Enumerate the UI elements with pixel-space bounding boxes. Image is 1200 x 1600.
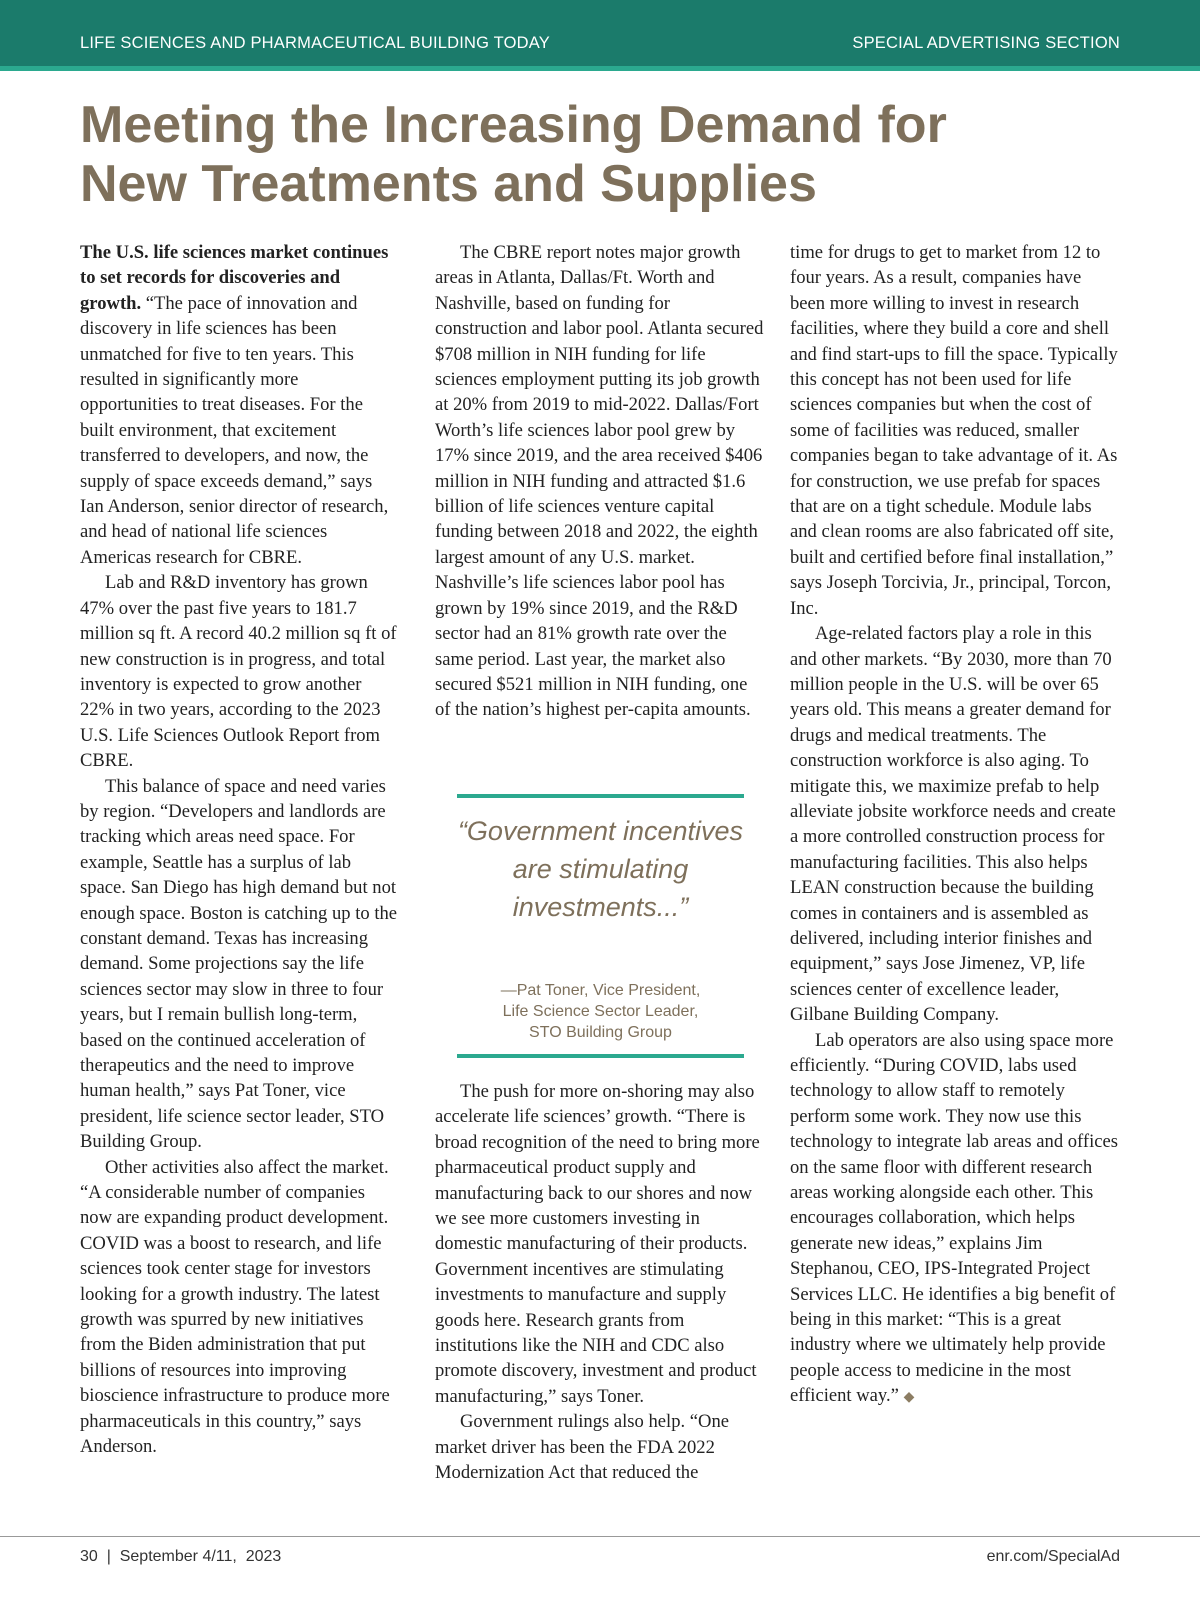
paragraph-9-text: Lab operators are also using space more efficiently. “During COVID, labs used technology to allow staff to remotely perform some work. They now use this technology to integrate lab areas and offices on the same floor with different research areas working alongside each other. This encourages collaboration, which helps generate new ideas,” explains Jim Stephanou, CEO, IPS-Integrated Project Services LLC. He identifies a big benefit of being in this market: “This is a great industry where we ultimately help provide people access to medicine in the most efficient way.” bbox=[790, 1029, 1119, 1407]
paragraph-3: This balance of space and need varies by region. “Developers and landlords are tracking which areas need space. For example, Seattle has a surplus of lab space. San Diego has high demand but not enough space. Boston is catching up to the constant demand. Texas has increasing demand. Some projections say the life sciences sector may slow in three to four years, but I remain bullish long-term, based on the continued acceleration of therapeutics and the need to improve human health,” says Pat Toner, vice president, life science sector leader, STO Building Group. bbox=[80, 775, 398, 1153]
attribution-line-3: STO Building Group bbox=[529, 1024, 672, 1041]
paragraph-1-body: “The pace of innovation and discovery in life sciences has been unmatched for five to ten years. This resulted in significantly more opportunities to treat diseases. For the built environment, that excitement transferred to developers, and now, the supply of space exceeds demand,” says Ian Anderson, senior director of research, and head of national life sciences Americas research for CBRE. bbox=[80, 292, 389, 568]
paragraph-5: The CBRE report notes major growth areas in Atlanta, Dallas/Ft. Worth and Nashville, based on funding for construction and labor pool. Atlanta secured $708 million in NIH funding for life sciences employment putting its job growth at 20% from 2019 to mid-2022. Dallas/Fort Worth’s life sciences labor pool grew by 17% since 2019, and the area received $406 million in NIH funding and attracted $1.6 billion of life sciences venture capital funding between 2018 and 2022, the eighth largest amount of any U.S. market. Nashville’s life sciences labor pool has grown by 19% since 2019, and the R&D sector had an 81% growth rate over the same period. Last year, the market also secured $521 million in NIH funding, one of the nation’s highest per-capita amounts. bbox=[435, 242, 764, 721]
section-label: SPECIAL ADVERTISING SECTION bbox=[852, 34, 1120, 52]
column-3 bbox=[790, 240, 1120, 1411]
article-title bbox=[80, 96, 1140, 214]
header-accent-stripe bbox=[0, 66, 1200, 71]
pull-quote-top-rule bbox=[457, 794, 744, 798]
paragraph-6: The push for more on-shoring may also accelerate life sciences’ growth. “There is broad recognition of the need to bring more pharmaceutical product supply and manufacturing back to our shores and now we see more customers investing in domestic manufacturing of their products. Government incentives are stimulating investments to manufacture and supply goods here. Research grants from institutions like the NIH and CDC also promote discovery, investment and product manufacturing,” says Toner. bbox=[435, 1081, 760, 1407]
header-bar bbox=[0, 0, 1200, 66]
paragraph-8: Age-related factors play a role in this and other markets. “By 2030, more than 70 million people in the U.S. will be over 65 years old. This means a greater demand for drugs and medical treatments. The construction workforce is also aging. To mitigate this, we maximize prefab to help alleviate jobsite workforce needs and create a more controlled construction process for manufacturing facilities. This also helps LEAN construction because the building comes in containers and is assembled as delivered, including interior finishes and equipment,” says Jose Jimenez, VP, life sciences center of excellence leader, Gilbane Building Company. bbox=[790, 623, 1116, 1026]
pull-quote-attribution bbox=[457, 980, 744, 1043]
end-mark-icon: ◆ bbox=[903, 1390, 915, 1406]
paragraph-1 bbox=[80, 240, 400, 570]
attribution-line-1: —Pat Toner, Vice President, bbox=[500, 982, 701, 999]
title-line-2: New Treatments and Supplies bbox=[80, 155, 817, 213]
column-2-top bbox=[435, 240, 765, 723]
column-1 bbox=[80, 240, 400, 1460]
paragraph-7-continued: time for drugs to get to market from 12 to four years. As a result, companies have been more willing to invest in research facilities, where they build a core and shell and find start-ups to fill the space. Typically this concept has not been used for life sciences companies but when the cost of some of facilities was reduced, smaller companies began to take advantage of it. As for construction, we use prefab for spaces that are on a tight schedule. Module labs and clean rooms are also fabricated off site, built and certified before final installation,” says Joseph Torcivia, Jr., principal, Torcon, Inc. bbox=[790, 242, 1118, 619]
paragraph-7: Government rulings also help. “One market driver has been the FDA 2022 Modernization Act that reduced the bbox=[435, 1411, 730, 1484]
paragraph-2: Lab and R&D inventory has grown 47% over the past five years to 181.7 million sq ft. A record 40.2 million sq ft of new construction is in progress, and total inventory is expected to grow another 22% in two years, according to the 2023 U.S. Life Sciences Outlook Report from CBRE. bbox=[80, 572, 397, 772]
footer-url: enr.com/SpecialAd bbox=[986, 1548, 1120, 1565]
pull-quote-bottom-rule bbox=[457, 1054, 744, 1058]
title-line-1: Meeting the Increasing Demand for bbox=[80, 96, 947, 154]
column-2-bottom bbox=[435, 1079, 765, 1486]
footer-rule bbox=[0, 1536, 1200, 1537]
page-info: 30 | September 4/11, 2023 bbox=[80, 1548, 282, 1565]
paragraph-4: Other activities also affect the market. “A considerable number of companies now are expanding product development. COVID was a boost to research, and life sciences took center stage for investors looking for a growth industry. The latest growth was spurred by new initiatives from the Biden administration that put billions of resources into improving bioscience infrastructure to produce more pharmaceuticals in this country,” says Anderson. bbox=[80, 1156, 390, 1458]
pull-quote bbox=[457, 794, 744, 1058]
attribution-line-2: Life Science Sector Leader, bbox=[502, 1003, 699, 1020]
lead-sentence: The U.S. life sciences market continues to set records for discoveries and growth. bbox=[80, 242, 389, 314]
publication-name: LIFE SCIENCES AND PHARMACEUTICAL BUILDING TODAY bbox=[80, 34, 550, 52]
pull-quote-text: “Government incentives are stimulating investments...” bbox=[457, 816, 744, 922]
paragraph-9 bbox=[790, 1028, 1120, 1411]
